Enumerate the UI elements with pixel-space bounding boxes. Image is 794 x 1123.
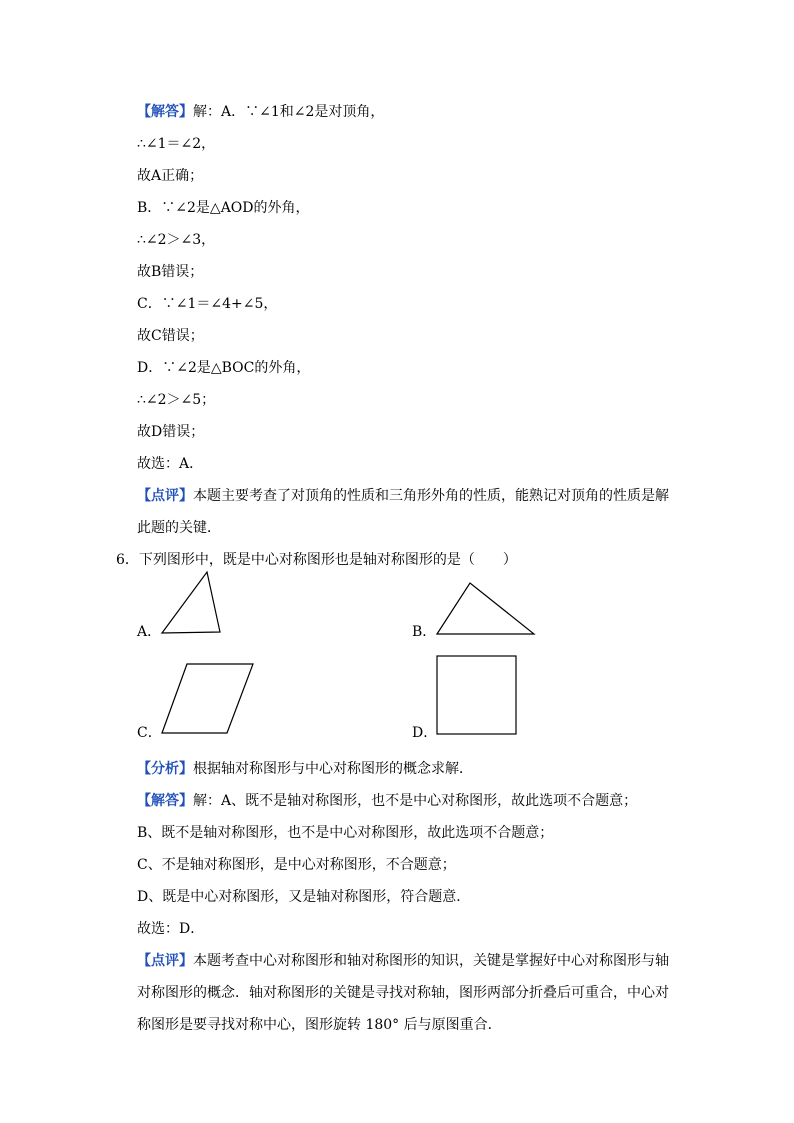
q5-answer-line-12: 故选：A． (137, 456, 204, 472)
q6-analysis: 【分析】根据轴对称图形与中心对称图形的概念求解． (137, 761, 473, 777)
q5-answer-line-1: 【解答】解：A．∵∠1和∠2是对顶角， (137, 104, 385, 120)
q5-answer-line-8: 故C错误； (137, 328, 204, 344)
q6-question: 6．下列图形中，既是中心对称图形也是轴对称图形的是（ ） (116, 552, 517, 568)
option-d-label: D． (412, 725, 438, 741)
square-figure (435, 654, 519, 736)
q6-answer-line-1: 【解答】解：A、既不是轴对称图形，也不是中心对称图形，故此选项不合题意； (137, 793, 638, 809)
q6-comment-line-3: 称图形是要寻找对称中心，图形旋转 180° 后与原图重合． (137, 1017, 502, 1033)
q5-answer-line-4: B．∵∠2是△AOD的外角， (137, 200, 310, 216)
answer-tag: 【解答】 (137, 104, 193, 120)
acute-triangle-figure (160, 570, 224, 636)
option-b-label: B． (412, 624, 437, 640)
q5-answer-line-9: D．∵∠2是△BOC的外角， (137, 360, 311, 376)
q5-comment-line-1: 【点评】本题主要考查了对顶角的性质和三角形外角的性质，能熟记对顶角的性质是解 (137, 488, 669, 504)
obtuse-triangle-figure (434, 580, 538, 638)
answer-tag: 【解答】 (137, 793, 193, 809)
q5-answer-line-11: 故D错误； (137, 424, 205, 440)
q5-answer-line-6: 故B错误； (137, 264, 204, 280)
analysis-tag: 【分析】 (137, 761, 193, 777)
option-a-label: A． (137, 624, 162, 640)
q5-answer-line-10: ∴∠2＞∠5； (137, 392, 216, 408)
q5-answer-line-3: 故A正确； (137, 168, 204, 184)
comment-tag: 【点评】 (137, 488, 193, 504)
q5-answer-line-5: ∴∠2＞∠3， (137, 232, 216, 248)
q5-comment-line-2: 此题的关键． (137, 520, 221, 536)
q5-answer-line-7: C．∵∠1＝∠4+∠5， (137, 296, 278, 312)
q6-answer-line-4: D、既是中心对称图形，又是轴对称图形，符合题意． (137, 889, 471, 905)
parallelogram-figure (160, 660, 256, 736)
comment-tag: 【点评】 (137, 953, 193, 969)
q6-answer-line-2: B、既不是轴对称图形，也不是中心对称图形，故此选项不合题意； (137, 825, 554, 841)
q6-answer-line-5: 故选：D． (137, 921, 205, 937)
q6-comment-line-2: 对称图形的概念．轴对称图形的关键是寻找对称轴，图形两部分折叠后可重合，中心对 (137, 985, 669, 1001)
option-c-label: C． (137, 725, 162, 741)
q6-answer-line-3: C、不是轴对称图形，是中心对称图形，不合题意； (137, 857, 456, 873)
q6-comment-line-1: 【点评】本题考查中心对称图形和轴对称图形的知识，关键是掌握好中心对称图形与轴 (137, 953, 669, 969)
q5-answer-line-2: ∴∠1＝∠2， (137, 136, 216, 152)
